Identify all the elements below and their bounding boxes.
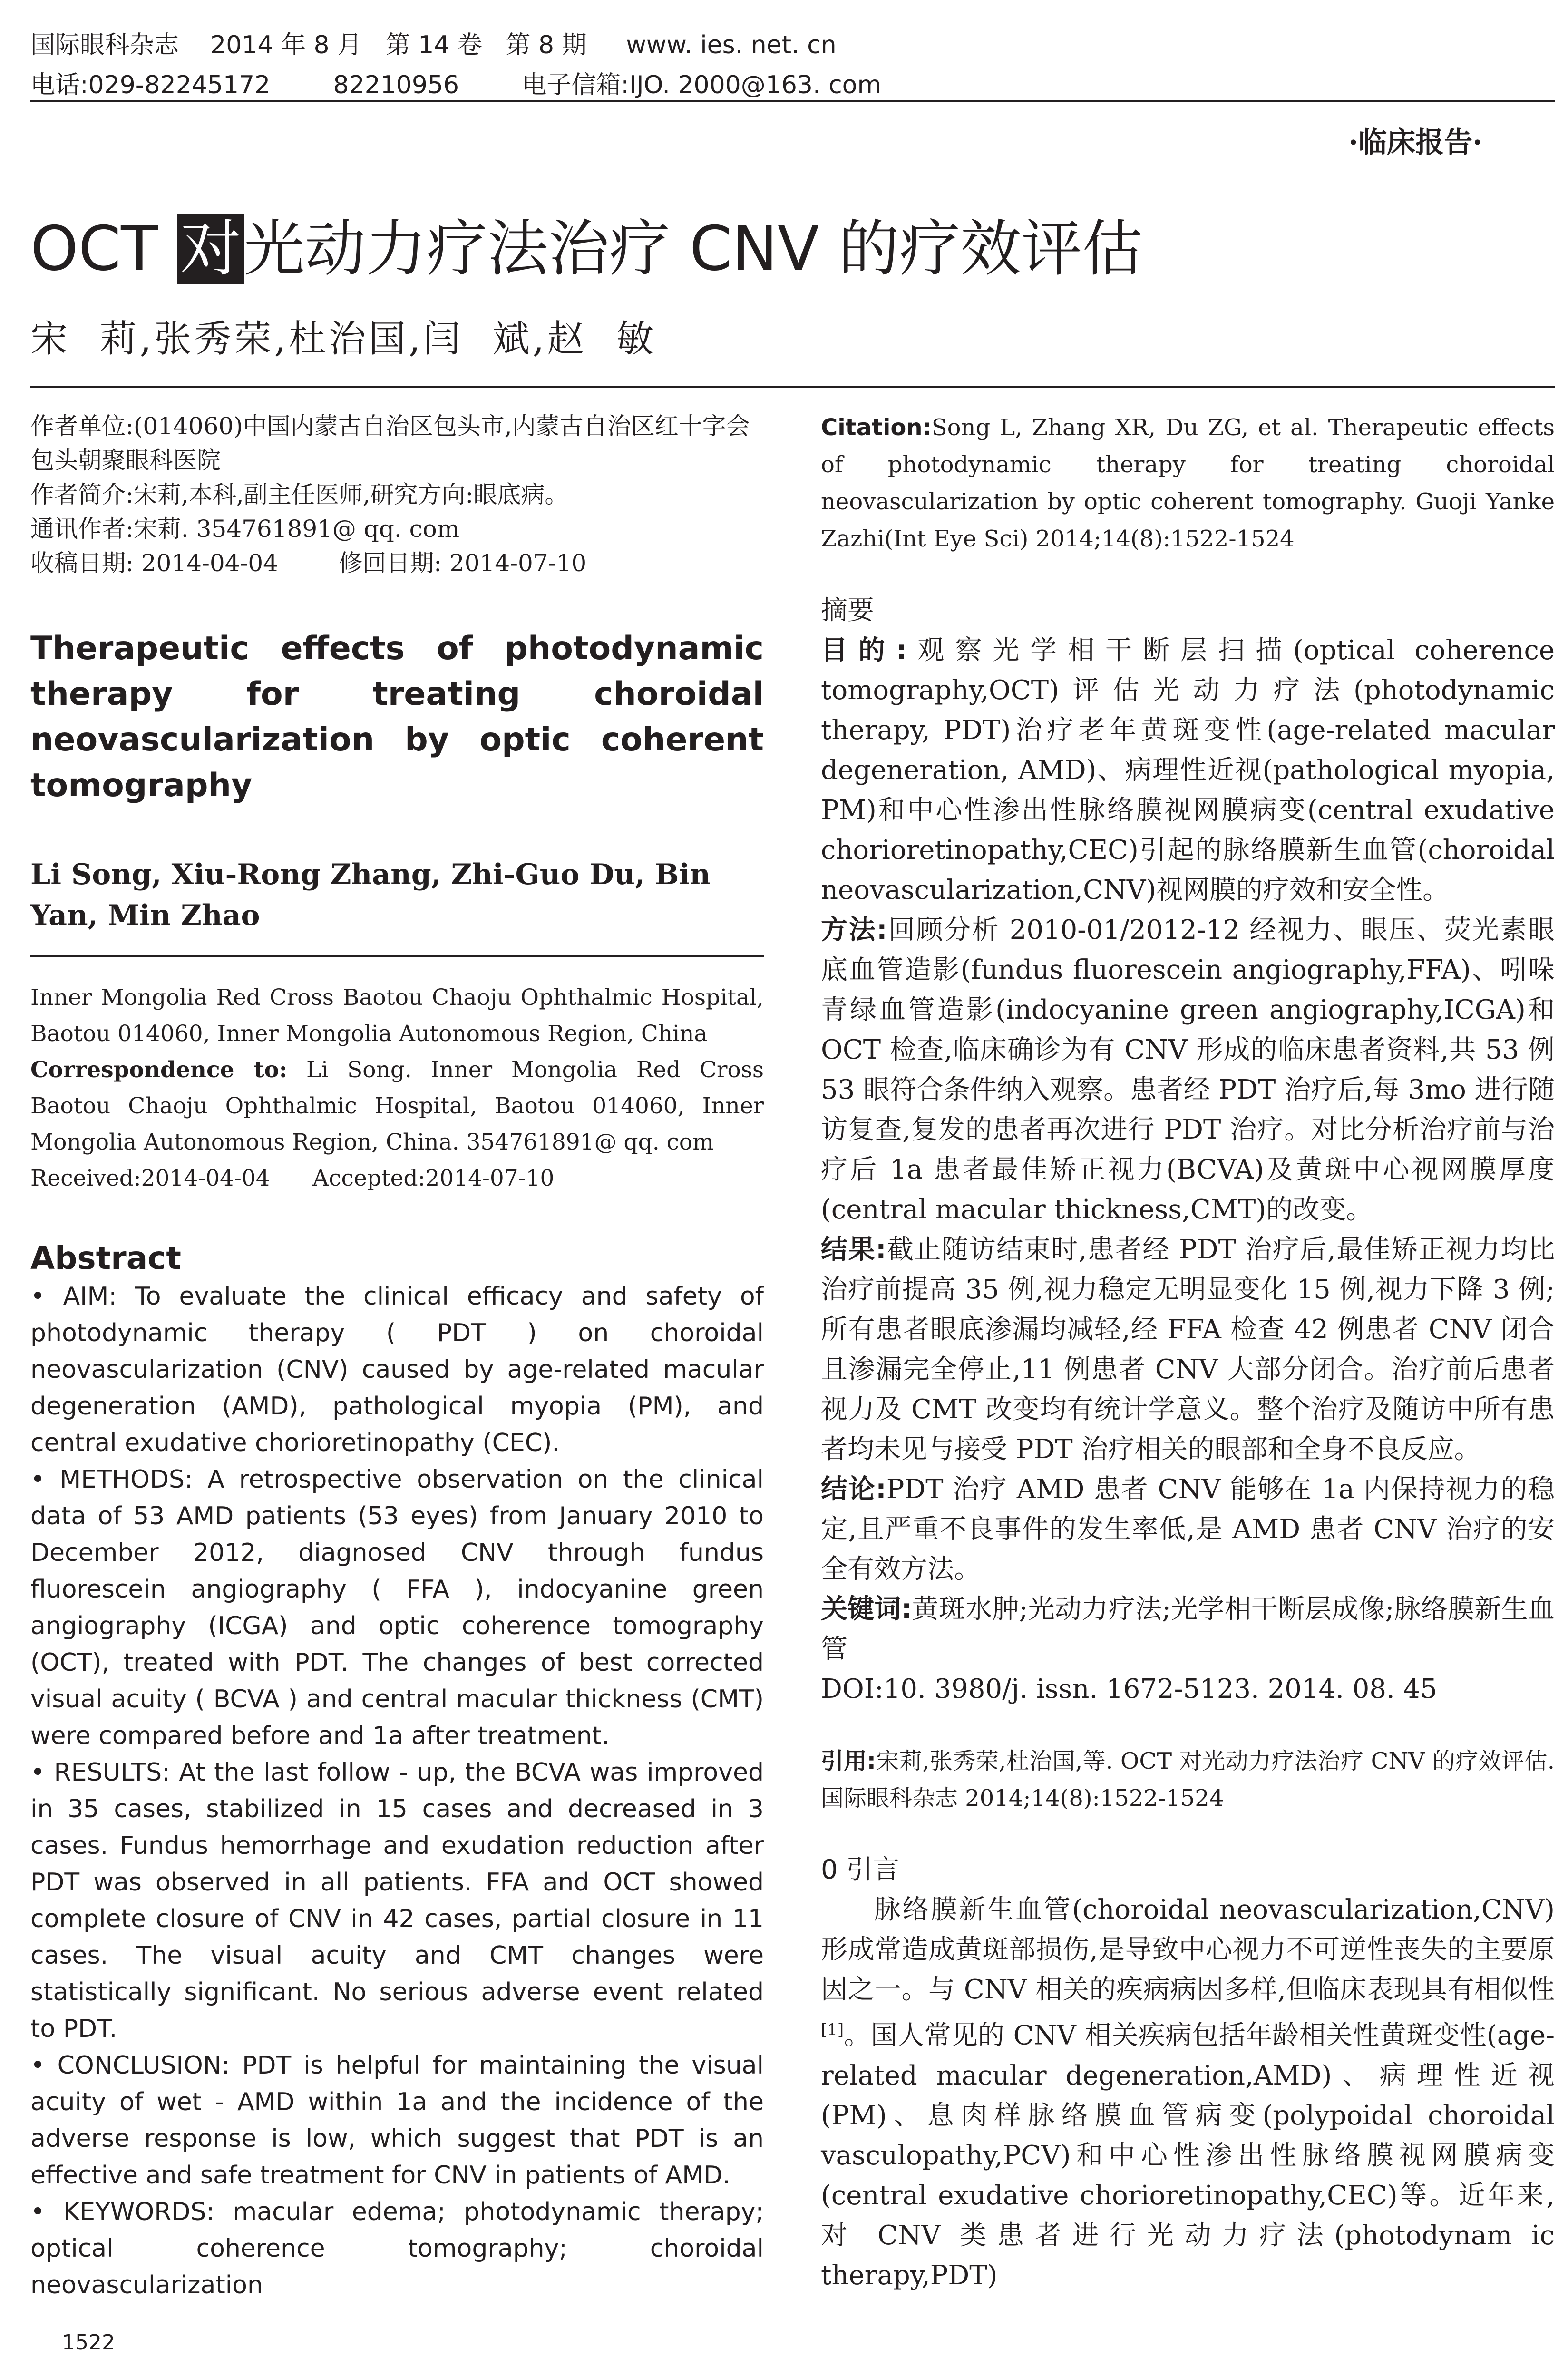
citation-text: Song L, Zhang XR, Du ZG, et al. Therapeutic effects of photodynamic therapy for treating choroidal neovascularization by optic coherent tomography. Guoji Yanke Zazhi(Int Eye Sci) 2014;14(8):1522-1524	[821, 414, 1555, 552]
citation-block	[821, 409, 1555, 557]
cn-keywords-text: 黄斑水肿;光动力疗法;光学相干断层成像;脉络膜新生血管	[821, 1594, 1555, 1665]
cn-methods-text: 回顾分析 2010-01/2012-12 经视力、眼压、荧光素眼底血管造影(fundus fluorescein angiography,FFA)、吲哚青绿血管造影(indocyanine green angiography,ICGA)和 OCT 检查,临床确诊为有 CNV 形成的临床患者资料,共 53 例 53 眼符合条件纳入观察。患者经 PDT 治疗后,每 3mo 进行随访复查,复发的患者再次进行 PDT 治疗。对比分析治疗前与治疗后 1a 患者最佳矫正视力(BCVA)及黄斑中心视网膜厚度(central macular thickness,CMT)的改变。	[821, 915, 1555, 1225]
affiliation-received: Received:2014-04-04 Accepted:2014-07-10	[30, 1165, 555, 1191]
abstract-aim: • AIM: To evaluate the clinical efficacy and safety of photodynamic therapy ( PDT ) on choroidal neovascularization (CNV) caused by age-related macular degeneration (AMD), pathological myopia (PM), and central exudative chorioretinopathy (CEC).	[30, 1282, 764, 1457]
page-number: 1522	[62, 2330, 115, 2355]
abstract-body	[30, 1278, 764, 2304]
corresponding-author: 通讯作者:宋莉. 354761891@ qq. com	[30, 515, 460, 543]
author-info	[30, 409, 764, 580]
cn-results-label: 结果:	[821, 1234, 886, 1265]
spacer	[821, 1817, 1555, 1850]
affiliation-block	[30, 980, 764, 1197]
cn-citation	[821, 1743, 1555, 1817]
right-column	[821, 409, 1555, 2296]
english-authors: Li Song, Xiu-Rong Zhang, Zhi-Guo Du, Bin Yan, Min Zhao	[30, 858, 711, 932]
cn-conclusion-text: PDT 治疗 AMD 患者 CNV 能够在 1a 内保持视力的稳定,且严重不良事件的发生率低,是 AMD 患者 CNV 治疗的安全有效方法。	[821, 1474, 1555, 1585]
authors-chinese: 宋 莉,张秀荣,杜治国,闫 斌,赵 敏	[30, 318, 656, 360]
left-column	[30, 409, 764, 2304]
cn-keywords-label: 关键词:	[821, 1594, 912, 1625]
cn-objective	[821, 631, 1555, 910]
received-dates: 收稿日期: 2014-04-04 修回日期: 2014-07-10	[30, 549, 587, 577]
chinese-abstract-heading: 摘要	[821, 595, 874, 626]
title-rule	[30, 386, 1555, 388]
spacer	[821, 1709, 1555, 1743]
affiliation-correspondence	[30, 1052, 764, 1160]
intro-reference[interactable]: [1]	[821, 2020, 844, 2039]
title-part-1: OCT	[30, 214, 177, 284]
journal-header-line1: 国际眼科杂志 2014 年 8 月 第 14 卷 第 8 期 www. ies. net. cn	[30, 31, 837, 59]
article-title	[30, 200, 1143, 287]
cn-methods-label: 方法:	[821, 915, 887, 945]
intro-heading: 0 引言	[821, 1854, 900, 1885]
citation-paragraph	[821, 409, 1555, 557]
intro-paragraph	[821, 1890, 1555, 2296]
cn-objective-label: 目的:	[821, 635, 907, 666]
intro-text-a: 脉络膜新生血管(choroidal neovascularization,CNV)形成常造成黄斑部损伤,是导致中心视力不可逆性丧失的主要原因之一。与 CNV 相关的疾病病因多样,但临床表现具有相似性	[821, 1894, 1555, 2005]
column-tag: ·临床报告·	[1348, 126, 1482, 159]
chinese-abstract	[821, 591, 1555, 2296]
cn-keywords	[821, 1589, 1555, 1669]
english-title: Therapeutic effects of photodynamic therapy for treating choroidal neovascularization by optic coherent tomography	[30, 630, 764, 804]
title-highlighted-char: 对	[177, 214, 244, 284]
abstract-conclusion: • CONCLUSION: PDT is helpful for maintaining the visual acuity of wet - AMD within 1a and the incidence of the adverse response is low, which suggest that PDT is an effective and safe treatment for CNV in patients of AMD.	[30, 2051, 764, 2190]
correspondence-label: Correspondence to:	[30, 1057, 288, 1083]
header-rule	[30, 100, 1555, 102]
abstract-results: • RESULTS: At the last follow - up, the BCVA was improved in 35 cases, stabilized in 15 cases and decreased in 3 cases. Fundus hemorrhage and exudation reduction after PDT was observed in all patients. FFA and OCT showed complete closure of CNV in 42 cases, partial closure in 11 cases. The visual acuity and CMT changes were statistically significant. No serious adverse event related to PDT.	[30, 1758, 764, 2043]
abstract-keywords: • KEYWORDS: macular edema; photodynamic therapy; optical coherence tomography; choroidal neovascularization	[30, 2198, 764, 2299]
intro-text-b: 。国人常见的 CNV 相关疾病包括年龄相关性黄斑变性(age-related macular degeneration,AMD)、病理性近视(PM)、息肉样脉络膜血管病变(polypoidal choroidal vasculopathy,PCV)和中心性渗出性脉络膜视网膜病变(central exudative chorioretinopathy,CEC)等。近年来,对 CNV 类患者进行光动力疗法(photodynam ic therapy,PDT)	[821, 2020, 1555, 2291]
cn-objective-text: 观察光学相干断层扫描(optical coherence tomography,OCT)评估光动力疗法(photodynamic therapy, PDT)治疗老年黄斑变性(age-related macular degeneration, AMD)、病理性近视(pathological myopia, PM)和中心性渗出性脉络膜视网膜病变(central exudative chorioretinopathy,CEC)引起的脉络膜新生血管(choroidal neovascularization,CNV)视网膜的疗效和安全性。	[821, 635, 1555, 906]
author-unit: 作者单位:(014060)中国内蒙古自治区包头市,内蒙古自治区红十字会包头朝聚眼科医院	[30, 412, 750, 474]
affiliation-institution: Inner Mongolia Red Cross Baotou Chaoju Ophthalmic Hospital, Baotou 014060, Inner Mongolia Autonomous Region, China	[30, 984, 764, 1047]
abstract-heading: Abstract	[30, 1240, 181, 1276]
cn-conclusion	[821, 1470, 1555, 1589]
cn-results-text: 截止随访结束时,患者经 PDT 治疗后,最佳矫正视力均比治疗前提高 35 例,视力稳定无明显变化 15 例,视力下降 3 例;所有患者眼底渗漏均减轻,经 FFA 检查 42 例患者 CNV 闭合且渗漏完全停止,11 例患者 CNV 大部分闭合。治疗前后患者视力及 CMT 改变均有统计学意义。整个治疗及随访中所有患者均未见与接受 PDT 治疗相关的眼部和全身不良反应。	[821, 1234, 1555, 1465]
title-part-2: 光动力疗法治疗 CNV 的疗效评估	[244, 214, 1143, 284]
author-bio: 作者简介:宋莉,本科,副主任医师,研究方向:眼底病。	[30, 481, 569, 508]
spacer	[821, 557, 1555, 591]
cn-doi: DOI:10. 3980/j. issn. 1672-5123. 2014. 08. 45	[821, 1674, 1437, 1705]
cn-citation-label: 引用:	[821, 1748, 877, 1774]
cn-methods	[821, 910, 1555, 1230]
journal-header-line2: 电话:029-82245172 82210956 电子信箱:IJO. 2000@163. com	[30, 71, 882, 99]
english-authors-rule	[30, 955, 764, 957]
cn-results	[821, 1230, 1555, 1470]
citation-label: Citation:	[821, 414, 932, 441]
correspondence-text: Li Song. Inner Mongolia Red Cross Baotou Chaoju Ophthalmic Hospital, Baotou 014060, Inner Mongolia Autonomous Region, China. 354761891@ qq. com	[30, 1057, 764, 1155]
cn-citation-text: 宋莉,张秀荣,杜治国,等. OCT 对光动力疗法治疗 CNV 的疗效评估. 国际眼科杂志 2014;14(8):1522-1524	[821, 1748, 1555, 1812]
cn-conclusion-label: 结论:	[821, 1474, 886, 1505]
abstract-methods: • METHODS: A retrospective observation on the clinical data of 53 AMD patients (53 eyes) from January 2010 to December 2012, diagnosed CNV through fundus fluorescein angiography ( FFA ), indocyanine green angiography (ICGA) and optic coherence tomography (OCT), treated with PDT. The changes of best corrected visual acuity ( BCVA ) and central macular thickness (CMT) were compared before and 1a after treatment.	[30, 1465, 764, 1750]
